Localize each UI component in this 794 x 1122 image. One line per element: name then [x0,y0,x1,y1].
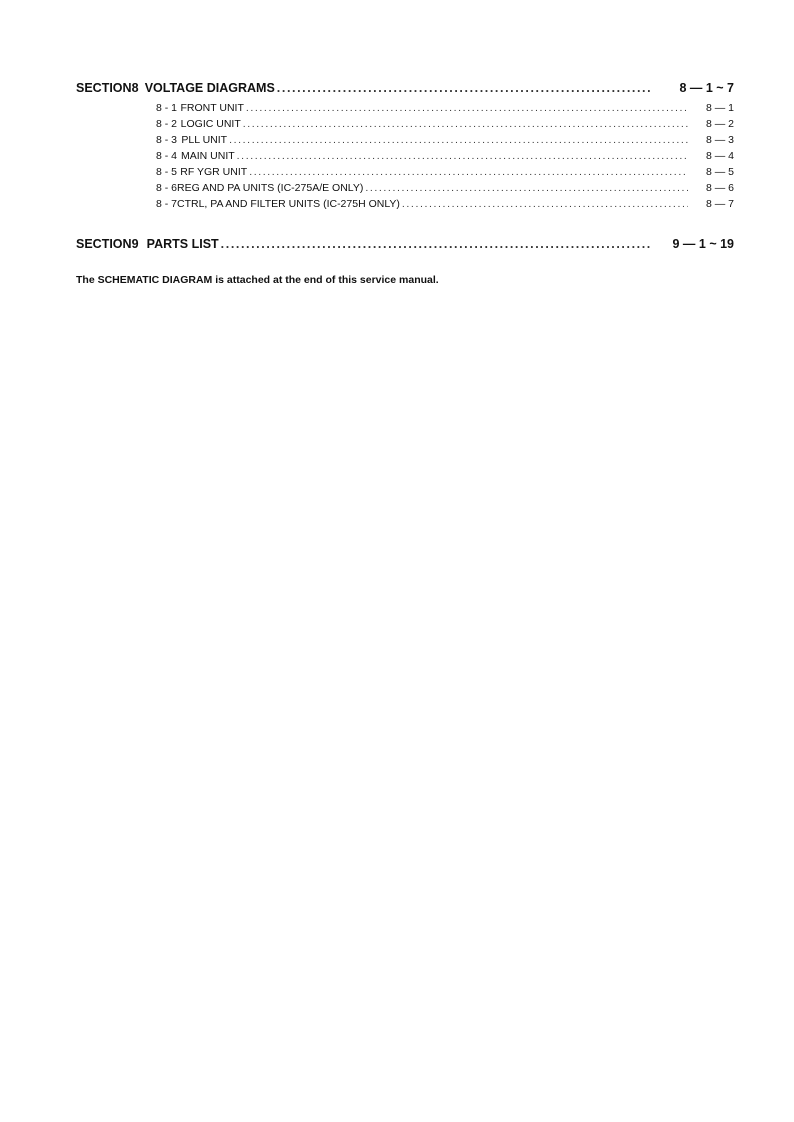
section-label: SECTION [76,81,132,95]
toc-subsection-8-2 [156,118,734,130]
section-title: PARTS LIST [146,237,219,251]
subsection-number: 8 - 3 [156,134,178,146]
dot-leader [229,134,688,146]
section-number: 9 [131,237,139,251]
subsection-title: REG AND PA UNITS (IC-275A/E ONLY) [177,182,364,194]
dot-leader [249,166,688,178]
section-page-range: 9 — 1 ~ 19 [672,237,734,251]
subsection-page: 8 — 7 [705,198,734,210]
subsection-title: CTRL, PA AND FILTER UNITS (IC-275H ONLY) [177,198,400,210]
toc-subsection-8-6 [156,182,734,194]
dot-leader [221,237,650,251]
dot-leader [246,102,688,114]
toc-subsection-8-1 [156,102,734,114]
toc-subsection-8-4 [156,150,734,162]
subsection-number: 8 - 2 [156,118,178,130]
schematic-note: The SCHEMATIC DIAGRAM is attached at the end of this service manual. [76,274,439,286]
subsection-title: FRONT UNIT [180,102,244,114]
subsection-title: LOGIC UNIT [180,118,241,130]
dot-leader [365,182,688,194]
subsection-page: 8 — 2 [705,118,734,130]
subsection-number: 8 - 6 [156,182,178,194]
toc-subsection-8-5 [156,166,734,178]
section-number: 8 [131,81,139,95]
dot-leader [243,118,688,130]
subsection-number: 8 - 1 [156,102,178,114]
section-title: VOLTAGE DIAGRAMS [144,81,275,95]
dot-leader [277,81,650,95]
subsection-title: MAIN UNIT [180,150,235,162]
subsection-number: 8 - 5 [156,166,178,178]
subsection-page: 8 — 6 [705,182,734,194]
toc-subsection-8-3 [156,134,734,146]
subsection-title: RF YGR UNIT [180,166,248,178]
subsection-page: 8 — 4 [705,150,734,162]
subsection-number: 8 - 4 [156,150,178,162]
section-page-range: 8 — 1 ~ 7 [679,81,734,95]
dot-leader [237,150,688,162]
toc-section-8 [76,81,734,95]
dot-leader [402,198,688,210]
subsection-page: 8 — 5 [705,166,734,178]
subsection-page: 8 — 3 [705,134,734,146]
toc-subsection-8-7 [156,198,734,210]
section-label: SECTION [76,237,132,251]
toc-section-9 [76,237,734,251]
subsection-number: 8 - 7 [156,198,178,210]
subsection-page: 8 — 1 [705,102,734,114]
subsection-title: PLL UNIT [181,134,228,146]
